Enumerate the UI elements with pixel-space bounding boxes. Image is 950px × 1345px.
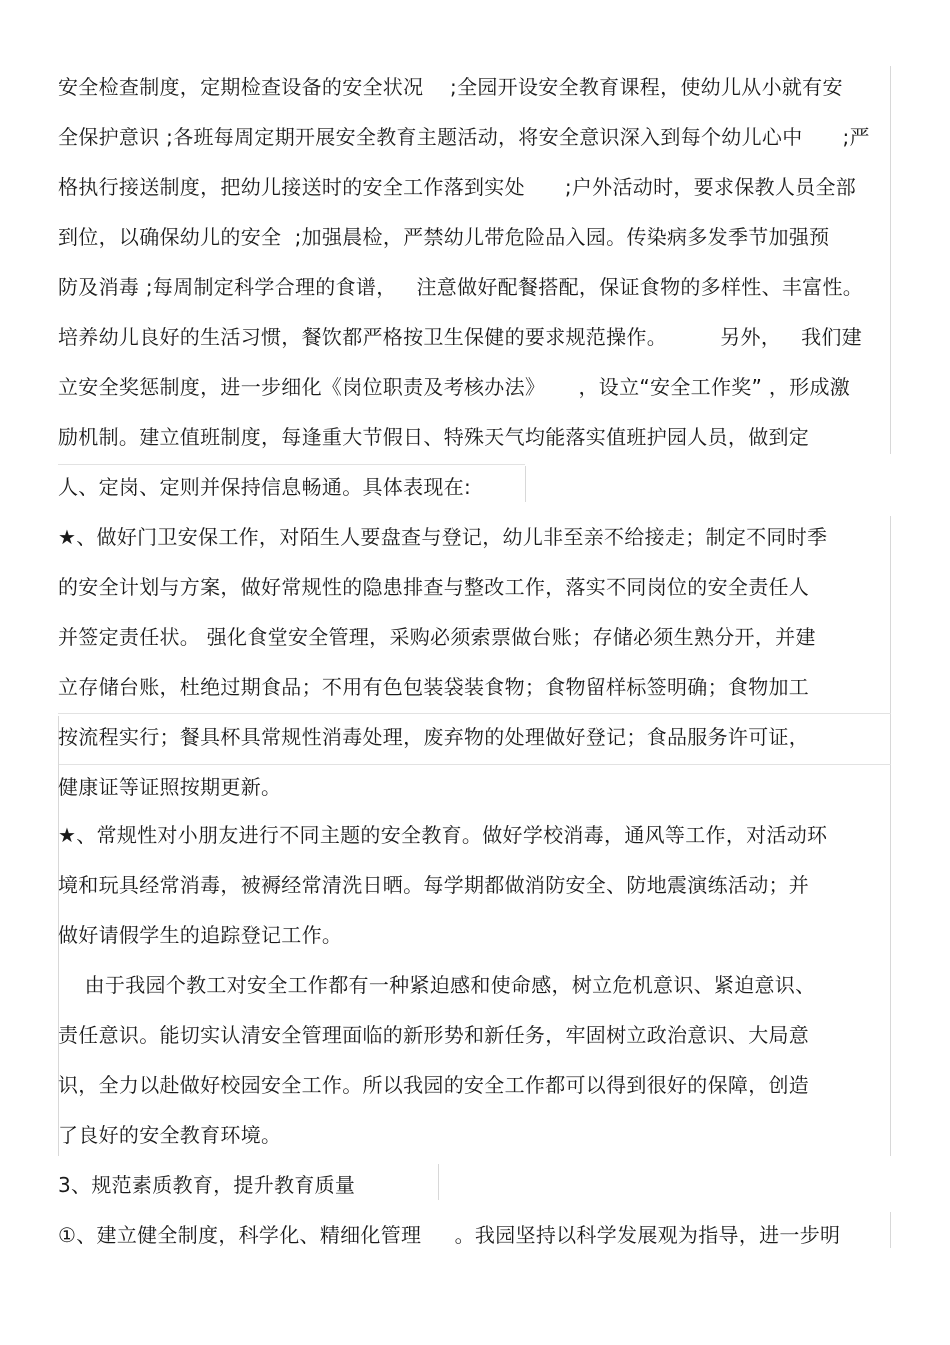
bullet-paragraph-line: ★、常规性对小朋友进行不同主题的安全教育。做好学校消毒，通风等工作，对活动环 xyxy=(58,823,828,847)
body-text-line: 责任意识。能切实认清安全管理面临的新形势和新任务，牢固树立政治意识、大局意 xyxy=(58,1023,810,1047)
section-heading: 3、规范素质教育，提升教育质量 xyxy=(58,1173,356,1197)
body-text-line: 了良好的安全教育环境。 xyxy=(58,1123,282,1147)
body-text-line: 培养幼儿良好的生活习惯，餐饮都严格按卫生保健的要求规范操作。 另外， 我们建 xyxy=(58,325,863,349)
scan-rule xyxy=(525,466,526,502)
scan-rule xyxy=(890,66,891,454)
body-text-line: 全保护意识 ;各班每周定期开展安全教育主题活动，将安全意识深入到每个幼儿心中 ;严 xyxy=(58,125,870,149)
paragraph-line: 由于我园个教工对安全工作都有一种紧迫感和使命感，树立危机意识、紧迫意识、 xyxy=(58,973,816,997)
body-text-line: 到位，以确保幼儿的安全 ;加强晨检，严禁幼儿带危险品入园。传染病多发季节加强预 xyxy=(58,225,830,249)
bullet-paragraph-line: ★、做好门卫安保工作，对陌生人要盘查与登记，幼儿非至亲不给接走；制定不同时季 xyxy=(58,525,828,549)
body-text-line: 做好请假学生的追踪登记工作。 xyxy=(58,923,343,947)
body-text-line: 立存储台账，杜绝过期食品；不用有色包装袋装食物；食物留样标签明确；食物加工 xyxy=(58,675,810,699)
body-text-line: 立安全奖惩制度，进一步细化《岗位职责及考核办法》 ，设立“安全工作奖” ，形成激 xyxy=(58,375,851,399)
scan-rule xyxy=(890,516,891,1156)
scan-rule xyxy=(58,464,525,465)
body-text-line: 格执行接送制度，把幼儿接送时的安全工作落到实处 ;户外活动时，要求保教人员全部 xyxy=(58,175,857,199)
body-text-line: 的安全计划与方案，做好常规性的隐患排查与整改工作，落实不同岗位的安全责任人 xyxy=(58,575,810,599)
body-text-line: 并签定责任状。 强化食堂安全管理，采购必须索票做台账；存储必须生熟分开，并建 xyxy=(58,625,816,649)
body-text-line: 健康证等证照按期更新。 xyxy=(58,775,282,799)
scan-rule xyxy=(58,764,891,765)
subsection-line: ①、建立健全制度，科学化、精细化管理 。我园坚持以科学发展观为指导，进一步明 xyxy=(58,1223,841,1247)
scan-rule xyxy=(58,713,891,714)
body-text-line: 境和玩具经常消毒，被褥经常清洗日晒。每学期都做消防安全、防地震演练活动；并 xyxy=(58,873,810,897)
body-text-line: 安全检查制度，定期检查设备的安全状况 ;全园开设安全教育课程，使幼儿从小就有安 xyxy=(58,75,843,99)
body-text-line: 人、定岗、定则并保持信息畅通。具体表现在: xyxy=(58,475,472,499)
scan-rule xyxy=(438,1164,439,1200)
body-text-line: 识，全力以赴做好校园安全工作。所以我园的安全工作都可以得到很好的保障，创造 xyxy=(58,1073,810,1097)
scan-rule xyxy=(890,1212,891,1248)
body-text-line: 防及消毒 ;每周制定科学合理的食谱， 注意做好配餐搭配，保证食物的多样性、丰富性。 xyxy=(58,275,864,299)
body-text-line: 按流程实行；餐具杯具常规性消毒处理，废弃物的处理做好登记；食品服务许可证， xyxy=(58,725,810,749)
body-text-line: 励机制。建立值班制度，每逢重大节假日、特殊天气均能落实值班护园人员，做到定 xyxy=(58,425,810,449)
